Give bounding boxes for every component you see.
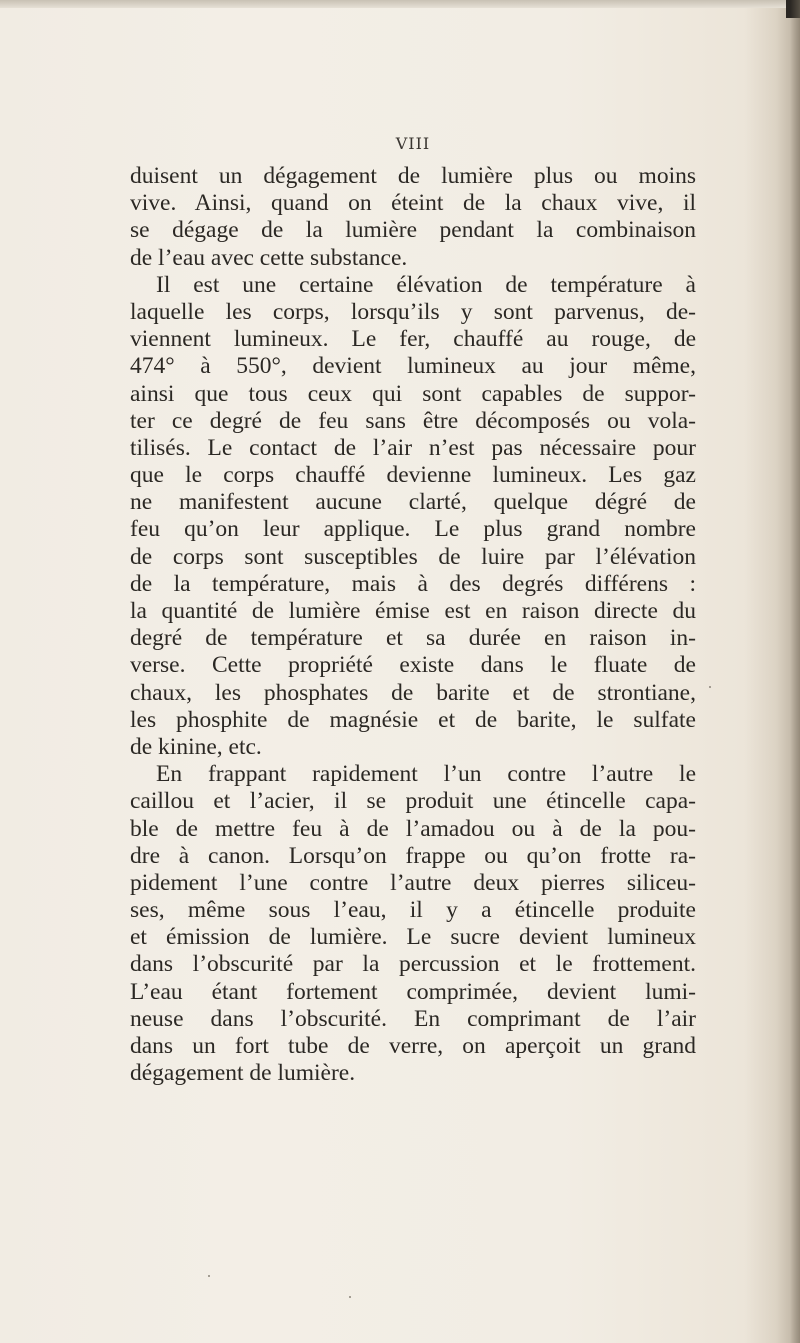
text-line: caillou et l’acier, il se produit une étincelle capa- [130,788,696,815]
text-line: dégagement de lumière. [130,1060,356,1087]
text-line: degré de température et sa durée en raison in- [130,625,696,652]
paragraph-start-line: Il est une certaine élévation de température à [156,271,696,298]
text-line: de kinine, etc. [130,733,262,760]
page-number: VIII [395,134,431,153]
text-line: tilisés. Le contact de l’air n’est pas nécessaire pour [130,434,696,461]
paragraph-start-line: En frappant rapidement l’un contre l’autre le [156,761,696,788]
text-line: feu qu’on leur applique. Le plus grand nombre [130,516,696,543]
text-line: viennent lumineux. Le fer, chauffé au rouge, de [130,326,696,353]
text-line: ter ce degré de feu sans être décomposés ou vola- [130,407,696,434]
page-top-edge [0,0,800,8]
text-line: ses, même sous l’eau, il y a étincelle produite [130,897,696,924]
text-line: ainsi que tous ceux qui sont capables de suppor- [130,380,696,407]
text-line: laquelle les corps, lorsqu’ils y sont parvenus, de- [130,298,696,325]
text-line: neuse dans l’obscurité. En comprimant de l’air [130,1005,696,1032]
text-line: de l’eau avec cette substance. [130,244,408,271]
text-line: 474° à 550°, devient lumineux au jour même, [130,353,696,380]
text-line: L’eau étant fortement comprimée, devient lumi- [130,978,696,1005]
text-line: dans l’obscurité par la percussion et le frottement. [130,951,696,978]
text-line: la quantité de lumière émise est en raison directe du [130,598,696,624]
text-line: dans un fort tube de verre, on aperçoit un grand [130,1033,696,1059]
text-line: verse. Cette propriété existe dans le fluate de [130,652,696,679]
text-line: ble de mettre feu à de l’amadou ou à de la pou- [130,815,696,842]
text-line: ne manifestent aucune clarté, quelque dégré de [130,489,696,516]
text-line: de corps sont susceptibles de luire par l’élévation [130,543,696,570]
text-line: duisent un dégagement de lumière plus ou moins [130,163,696,189]
text-line: et émission de lumière. Le sucre devient lumineux [130,924,696,951]
paper-speck [208,1275,210,1277]
text-line: que le corps chauffé devienne lumineux. Les gaz [130,462,696,489]
text-line: les phosphite de magnésie et de barite, le sulfate [130,706,696,733]
text-line: chaux, les phosphates de barite et de strontiane, [130,679,696,706]
text-line: vive. Ainsi, quand on éteint de la chaux vive, il [130,190,696,217]
text-line: de la température, mais à des degrés différens : [130,570,696,597]
paper-speck [349,1296,351,1298]
text-line: se dégage de la lumière pendant la combinaison [130,217,696,244]
text-line: dre à canon. Lorsqu’on frappe ou qu’on frotte ra- [130,842,696,869]
text-line: pidement l’une contre l’autre deux pierres siliceu- [130,869,696,896]
paper-speck [709,686,711,688]
page-body-text [130,163,696,1087]
page-gutter-shadow [790,0,800,1343]
